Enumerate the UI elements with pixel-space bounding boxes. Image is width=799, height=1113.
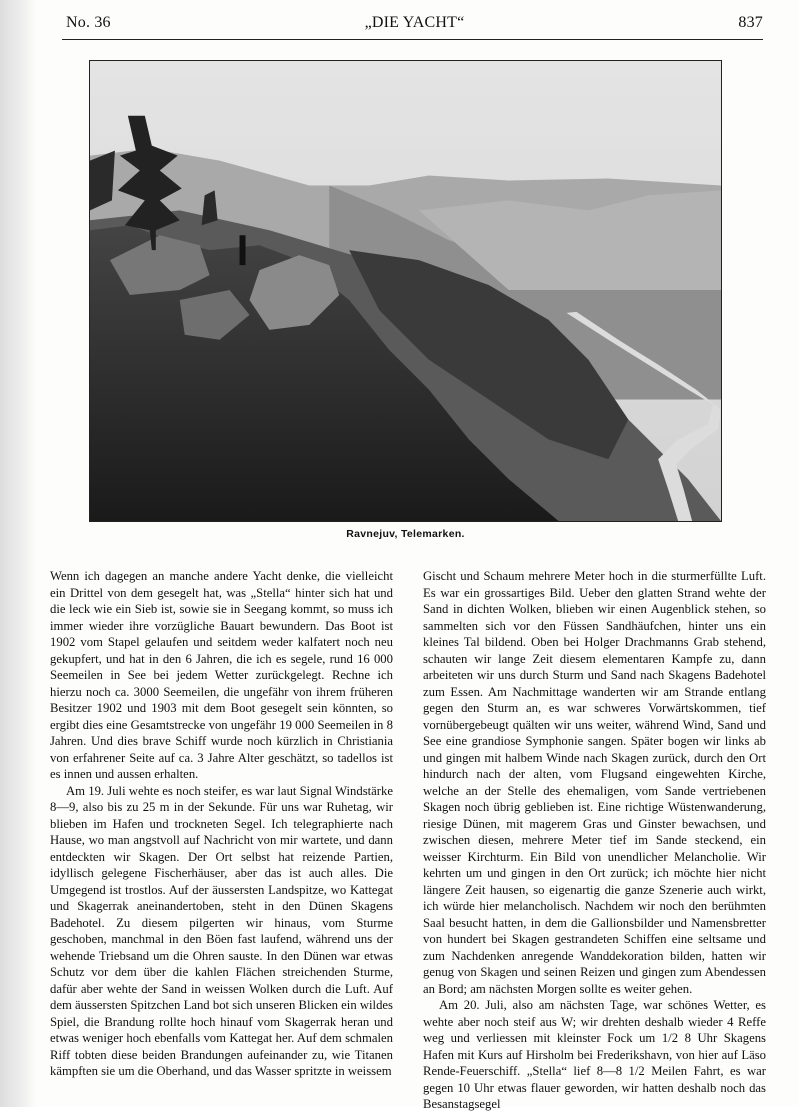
paragraph: Gischt und Schaum mehrere Meter hoch in die sturmerfüllte Luft. Es war ein grossartiges Bild. Ueber den glatten Strand wehte der Sand in dichten Wolken, blieben wir einen Augenblick stehen, so sammelten sich vor den Füssen Sandhäufchen, hinter uns ein kleines Tal bildend. Oben bei Holger Drachmanns Grab stehend, schauten wir lange Zeit diesem elementaren Kampfe zu, dann arbeiteten wir uns durch Sturm und Sand nach Skagens Badehotel zum Essen. Am Nachmittage wanderten wir am Strande entlang gegen den Sturm an, es war schweres Vorwärtskommen, tief vornübergebeugt quälten wir uns weiter, während Wind, Sand und See eine grandiose Symphonie sangen. Später bogen wir links ab und gingen mit halbem Winde nach Skagen zurück, durch den Ort hindurch nach der alten, vom Flugsand eingewehten Kirche, welche an der Stelle des ehemaligen, vom Sande vertriebenen Skagen noch übrig geblieben ist. Eine richtige Wüstenwanderung, riesige Dünen, mit magerem Gras und Ginster bewachsen, und zwischen diesen, mehrere Meter tief im Sande steckend, ein weisser Kirchturm. Ein Bild von unendlicher Melancholie. Wir kehrten um und gingen in den Ort zurück; ich möchte hier nicht längere Zeit hausen, so eigenartig die ganze Szenerie auch wirkt, ich würde hier melancholisch. Nachdem wir noch den berühmten Saal besucht hatten, in dem die Gallionsbilder und Namensbretter von hundert bei Skagen gestrandeten Schiffen eine seltsame und zum Nachdenken anregende Wanddekoration bilden, hatten wir genug von Skagen und seinen Reizen und gingen zum Abendessen an Bord; am nächsten Morgen sollte es weiter gehen. xyxy=(423,569,766,996)
landscape-photograph xyxy=(89,60,722,522)
running-header xyxy=(66,14,763,38)
paragraph: Am 19. Juli wehte es noch steifer, es war laut Signal Windstärke 8—9, also bis zu 25 m in der Sekunde. Für uns war Ruhetag, wir blieben im Hafen und trockneten Segel. Ich telegraphierte nach Hause, wo man angstvoll auf Nachricht von mir wartete, und dann entdeckten wir Skagen. Der Ort selbst hat reizende Partien, idyllisch gelegene Fischerhäuser, aber das ist auch alles. Die Umgegend ist trostlos. Auf der äussersten Landspitze, wo Kattegat und Skagerrak aneinandertoben, steht in den Dünen Skagens Badehotel. Zu diesem pilgerten wir hinaus, vom Sturme geschoben, manchmal in den Böen fast laufend, während uns der wehende Triebsand um die Ohren sauste. In den Dünen war etwas Schutz vor dem über die kahlen Flächen streichenden Sturme, dafür aber wehte der Sand in weissen Wolken durch die Luft. Auf dem äussersten Spitzchen Land bot sich unseren Blicken ein wildes Spiel, die Brandung rollte hoch hinauf vom Skagerrak heran und etwas weniger hoch ebenfalls vom Kattegat her. Auf dem schmalen Riff tobten diese beiden Brandungen aufeinander zu, wie Titanen kämpften sie um die Oberhand, und das Wasser spritzte in weissem xyxy=(50,783,393,1078)
magazine-title: „DIE YACHT“ xyxy=(364,14,465,31)
paragraph: Wenn ich dagegen an manche andere Yacht denke, die vielleicht ein Drittel von dem gesegelt hat, was „Stella“ hinter sich hat und die leck wie ein Sieb ist, sowie sie in Seegang kommt, so muss ich immer wieder ihre vorzügliche Bauart bewundern. Das Boot ist 1902 vom Stapel gelaufen und seitdem weder kalfatert noch neu gekupfert, und hat in den 6 Jahren, die ich es segele, rund 16 000 Seemeilen in See bei jedem Wetter zurückgelegt. Rechne ich hierzu noch ca. 3000 Seemeilen, die ungefähr von ihrem früheren Besitzer 1902 und 1903 mit dem Boot gesegelt sein könnten, so ergibt dies eine Gesamtstrecke von ungefähr 19 000 Seemeilen in 8 Jahren. Und dies brave Schiff wurde noch kürzlich in Christiania von erfahrener Seite auf ca. 3 Jahre Alter geschätzt, so tadellos ist es innen und aussen erhalten. xyxy=(50,569,393,781)
scan-binding-shadow xyxy=(0,0,36,1107)
valley-photo-image xyxy=(90,61,721,521)
photo-caption: Ravnejuv, Telemarken. xyxy=(346,528,465,540)
issue-number: No. 36 xyxy=(66,14,111,31)
paragraph: Am 20. Juli, also am nächsten Tage, war schönes Wetter, es wehte aber noch steif aus W; wir drehten deshalb wieder 4 Reffe weg und verliessen mit kleinster Fock um 1/2 8 Uhr Skagens Hafen mit Kurs auf Hirsholm bei Frederikshavn, von hier auf Läso Rende-Feuerschiff. „Stella“ lief 8—8 1/2 Meilen Fahrt, es war gegen 10 Uhr etwas flauer geworden, wir hatten deshalb noch das Besanstagsegel xyxy=(423,998,766,1111)
page-number: 837 xyxy=(738,14,763,31)
header-rule xyxy=(62,39,763,40)
text-column-right xyxy=(423,568,766,1113)
text-column-left xyxy=(50,568,393,1080)
